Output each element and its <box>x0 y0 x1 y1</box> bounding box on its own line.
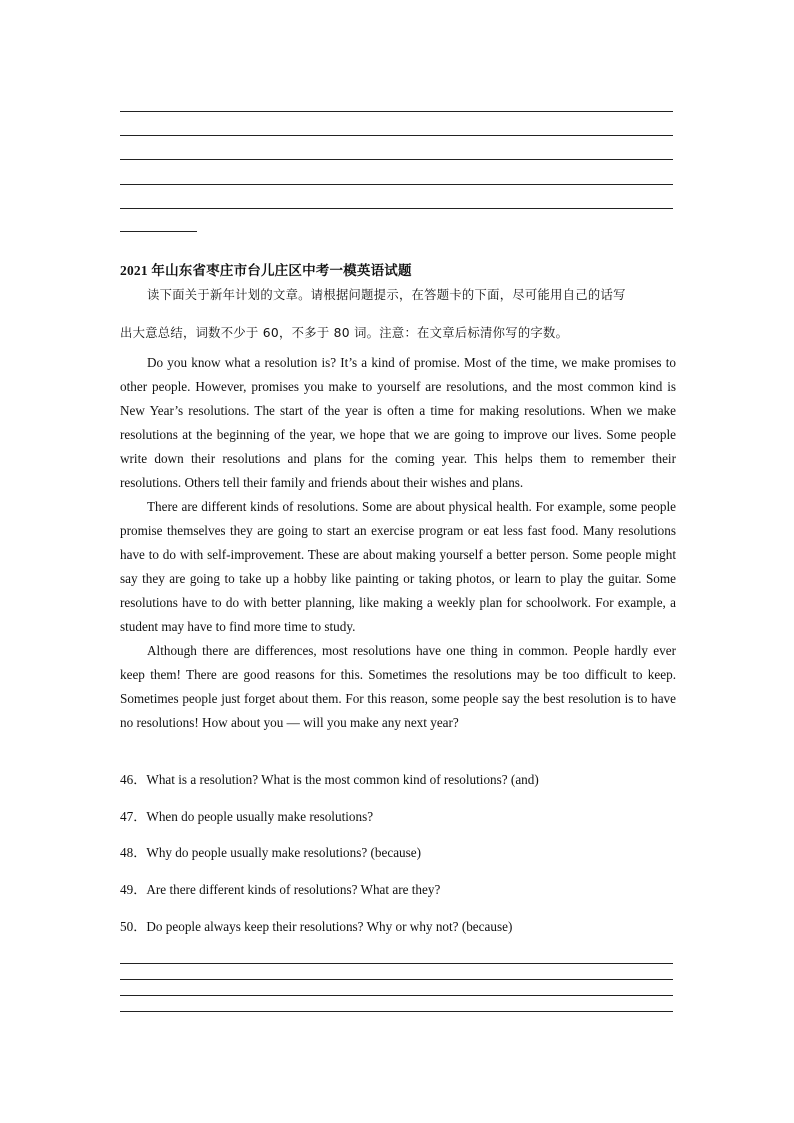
instruction-line-1: 读下面关于新年计划的文章。请根据问题提示，在答题卡的下面，尽可能用自己的话写 <box>147 288 626 302</box>
answer-line <box>120 111 673 112</box>
instruction-line-2: 出大意总结，词数不少于 60，不多于 80 词。注意：在文章后标清你写的字数。 <box>120 326 569 340</box>
question-46: 46．What is a resolution? What is the most common kind of resolutions? (and) <box>120 772 539 787</box>
passage-paragraph: There are different kinds of resolutions. Some are about physical health. For example, some people promise themselves they are going to start an exercise program or eat less fast food. Many resolutions have to do with self-improvement. These are about making yourself a better person. Some people might say they are going to take up a hobby like painting or taking photos, or learn to play the guitar. Some resolutions have to do with better planning, like making a weekly plan for schoolwork. For example, a student may have to find more time to study. <box>120 499 676 634</box>
exam-title: 2021 年山东省枣庄市台儿庄区中考一模英语试题 <box>120 263 412 278</box>
answer-line <box>120 135 673 136</box>
question-47: 47．When do people usually make resolutions? <box>120 809 374 824</box>
question-49: 49．Are there different kinds of resolutions? What are they? <box>120 882 441 897</box>
answer-line <box>120 979 673 980</box>
answer-line <box>120 159 673 160</box>
answer-line <box>120 184 673 185</box>
answer-line <box>120 963 673 964</box>
answer-line <box>120 208 673 209</box>
question-50: 50．Do people always keep their resolutions? Why or why not? (because) <box>120 919 513 934</box>
question-48: 48．Why do people usually make resolutions? (because) <box>120 845 422 860</box>
answer-line-short <box>120 231 197 232</box>
reading-passage <box>120 351 676 735</box>
answer-line <box>120 995 673 996</box>
passage-paragraph: Although there are differences, most resolutions have one thing in common. People hardly ever keep them! There are good reasons for this. Sometimes the resolutions may be too difficult to keep. Sometimes people just forget about them. For this reason, some people say the best resolution is to have no resolutions! How about you — will you make any next year? <box>120 643 676 730</box>
answer-line <box>120 1011 673 1012</box>
passage-paragraph: Do you know what a resolution is? It’s a kind of promise. Most of the time, we make promises to other people. However, promises you make to yourself are resolutions, and the most common kind is New Year’s resolutions. The start of the year is often a time for making resolutions. When we make resolutions at the beginning of the year, we hope that we are going to improve our lives. Some people write down their resolutions and plans for the coming year. This helps them to remember their resolutions. Others tell their family and friends about their wishes and plans. <box>120 355 676 490</box>
